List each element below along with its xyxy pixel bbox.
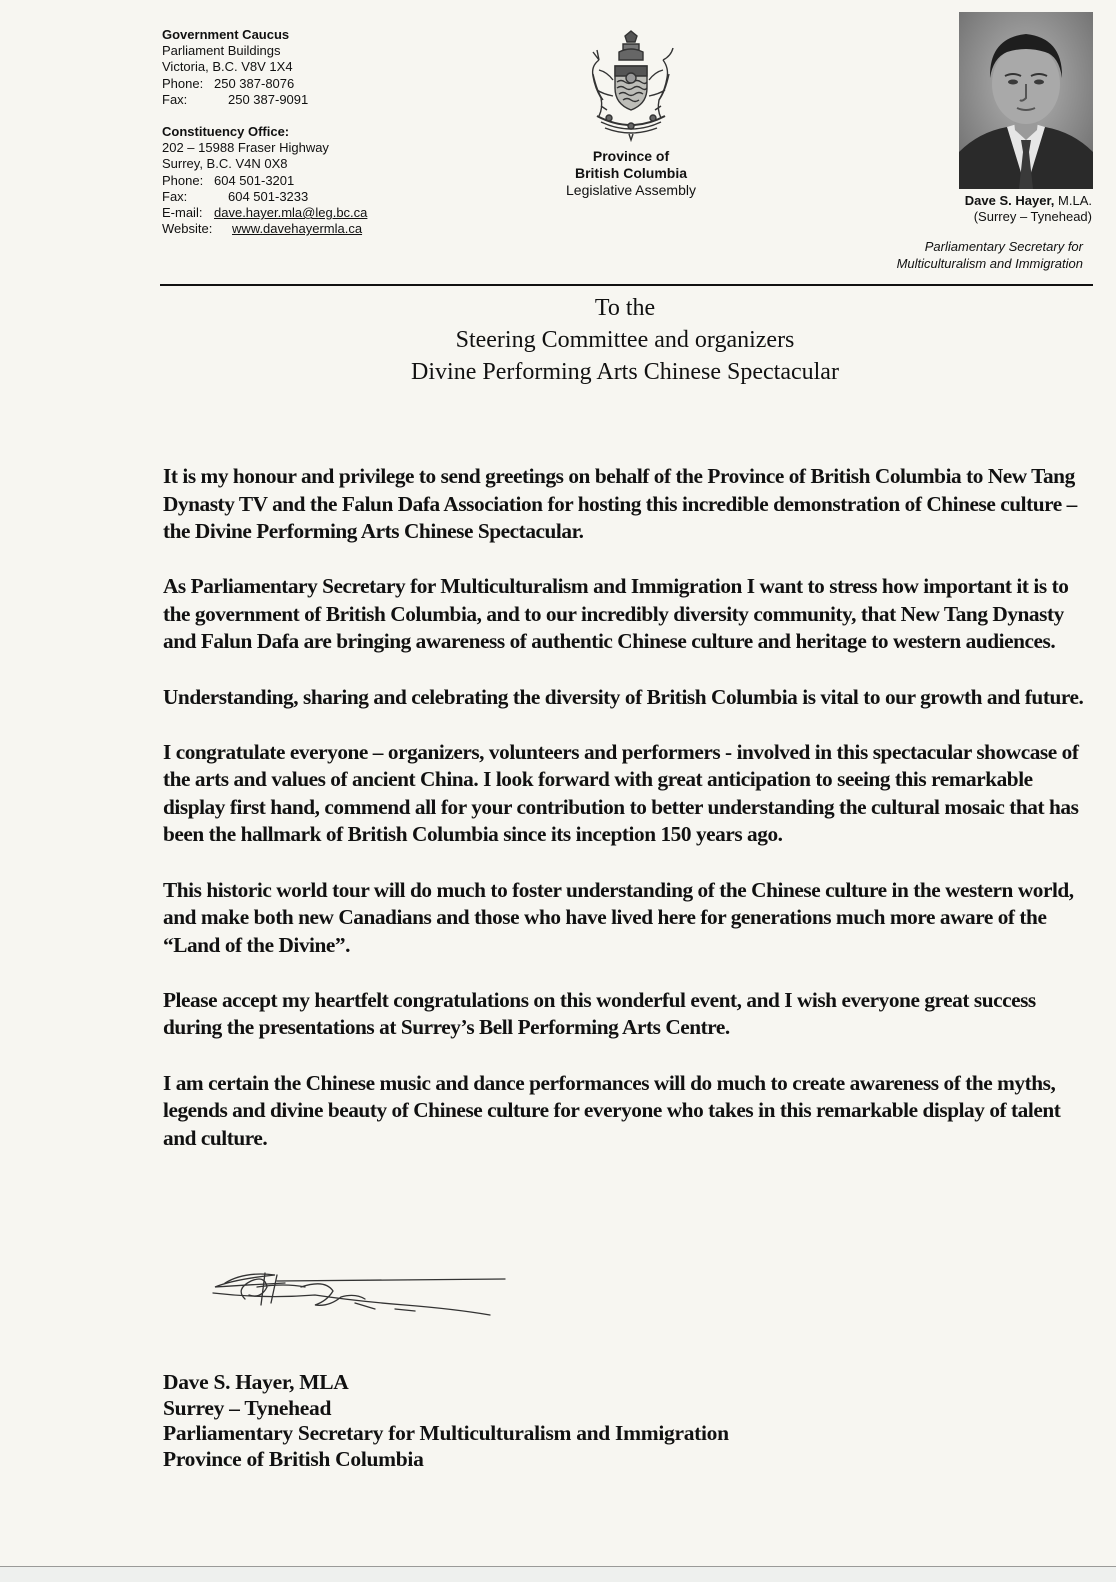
constituency-website xyxy=(162,221,367,237)
contact-block xyxy=(162,27,367,237)
caucus-title: Government Caucus xyxy=(162,27,290,42)
body-paragraph: It is my honour and privilege to send greetings on behalf of the Province of British Columbia to New Tang Dynasty TV and the Falun Dafa Association for hosting this incredible demonstration of Chinese culture – the Divine Performing Arts Chinese Spectacular. xyxy=(163,464,1077,544)
signature-icon xyxy=(205,1265,515,1325)
member-caption xyxy=(965,193,1092,225)
constituency-fax-label: Fax: xyxy=(162,188,188,204)
constituency-title: Constituency Office: xyxy=(162,124,290,140)
addressee-block xyxy=(300,292,950,388)
member-title-line2: Multiculturalism and Immigration xyxy=(896,255,1083,271)
member-portrait-photo xyxy=(959,12,1093,189)
constituency-phone xyxy=(162,173,367,189)
bc-coat-of-arms-icon xyxy=(579,30,683,142)
member-title xyxy=(897,239,1083,272)
constituency-phone-value: 604 501-3201 xyxy=(214,172,295,188)
website-link[interactable]: www.davehayermla.ca xyxy=(232,221,363,237)
caucus-phone-label: Phone: xyxy=(162,75,204,91)
website-label: Website: xyxy=(162,221,213,237)
caucus-fax-value: 250 387-9091 xyxy=(228,91,309,107)
body-paragraph: Understanding, sharing and celebrating the diversity of British Columbia is vital to our growth and future. xyxy=(163,684,1084,709)
page-bottom-edge xyxy=(0,1566,1116,1582)
body-paragraph: Please accept my heartfelt congratulations on this wonderful event, and I wish everyone great success during the presentations at Surrey’s Bell Performing Arts Centre. xyxy=(163,987,1036,1040)
letter-body xyxy=(163,463,1093,1180)
body-paragraph: I congratulate everyone – organizers, volunteers and performers - involved in this spectacular showcase of the arts and values of ancient China. I look forward with great anticipation to seeing this remarkable display first hand, commend all for your contribution to better understanding the cultural mosaic that has been the hallmark of British Columbia since its inception 150 years ago. xyxy=(163,739,1079,847)
closing-riding: Surrey – Tynehead xyxy=(163,1395,332,1420)
constituency-address-line2: Surrey, B.C. V4N 0X8 xyxy=(162,156,288,172)
letterhead-divider xyxy=(160,284,1093,286)
caucus-phone-value: 250 387-8076 xyxy=(214,75,295,91)
closing-block xyxy=(163,1370,729,1472)
closing-name: Dave S. Hayer, MLA xyxy=(163,1370,349,1394)
addressee-line1: To the xyxy=(594,295,656,321)
closing-province: Province of British Columbia xyxy=(163,1446,424,1471)
body-paragraph: As Parliamentary Secretary for Multiculturalism and Immigration I want to stress how important it is to the government of British Columbia, and to our incredibly diversity community, that New Tang Dynasty and Falun Dafa are bringing awareness of authentic Chinese culture and heritage to western audiences. xyxy=(163,574,1069,654)
crest-block xyxy=(556,30,706,199)
member-suffix: M.LA. xyxy=(1058,193,1092,208)
caucus-fax xyxy=(162,92,367,108)
member-title-line1: Parliamentary Secretary for xyxy=(924,239,1083,254)
constituency-fax-value: 604 501-3233 xyxy=(228,188,309,204)
caucus-fax-label: Fax: xyxy=(162,91,188,107)
body-paragraph: This historic world tour will do much to foster understanding of the Chinese culture in the western world, and make both new Canadians and those who have lived here for generations much more aware of the “Land of the Divine”. xyxy=(163,877,1074,957)
email-label: E-mail: xyxy=(162,205,203,221)
crest-province-line: Province of xyxy=(592,148,670,164)
caucus-address-line2: Victoria, B.C. V8V 1X4 xyxy=(162,59,293,75)
crest-legislative-assembly-line: Legislative Assembly xyxy=(566,182,696,198)
closing-title: Parliamentary Secretary for Multiculturalism and Immigration xyxy=(163,1421,729,1445)
member-name: Dave S. Hayer, xyxy=(964,193,1055,208)
email-link[interactable]: dave.hayer.mla@leg.bc.ca xyxy=(214,205,368,221)
constituency-address-line1: 202 – 15988 Fraser Highway xyxy=(162,140,329,156)
addressee-line3: Divine Performing Arts Chinese Spectacular xyxy=(411,359,839,385)
addressee-line2: Steering Committee and organizers xyxy=(455,327,795,353)
body-paragraph: I am certain the Chinese music and dance performances will do much to create awareness of the myths, legends and divine beauty of Chinese culture for everyone who takes in this remarkable display of talent and culture. xyxy=(163,1070,1061,1150)
caucus-address-line1: Parliament Buildings xyxy=(162,43,281,59)
constituency-phone-label: Phone: xyxy=(162,172,204,188)
caucus-phone xyxy=(162,76,367,92)
constituency-email xyxy=(162,205,367,221)
member-riding: (Surrey – Tynehead) xyxy=(973,209,1092,224)
member-name-line xyxy=(965,193,1092,209)
crest-british-columbia-line: British Columbia xyxy=(574,165,687,181)
handwritten-signature xyxy=(205,1265,515,1330)
constituency-fax xyxy=(162,189,367,205)
portrait-person-icon xyxy=(959,12,1093,189)
